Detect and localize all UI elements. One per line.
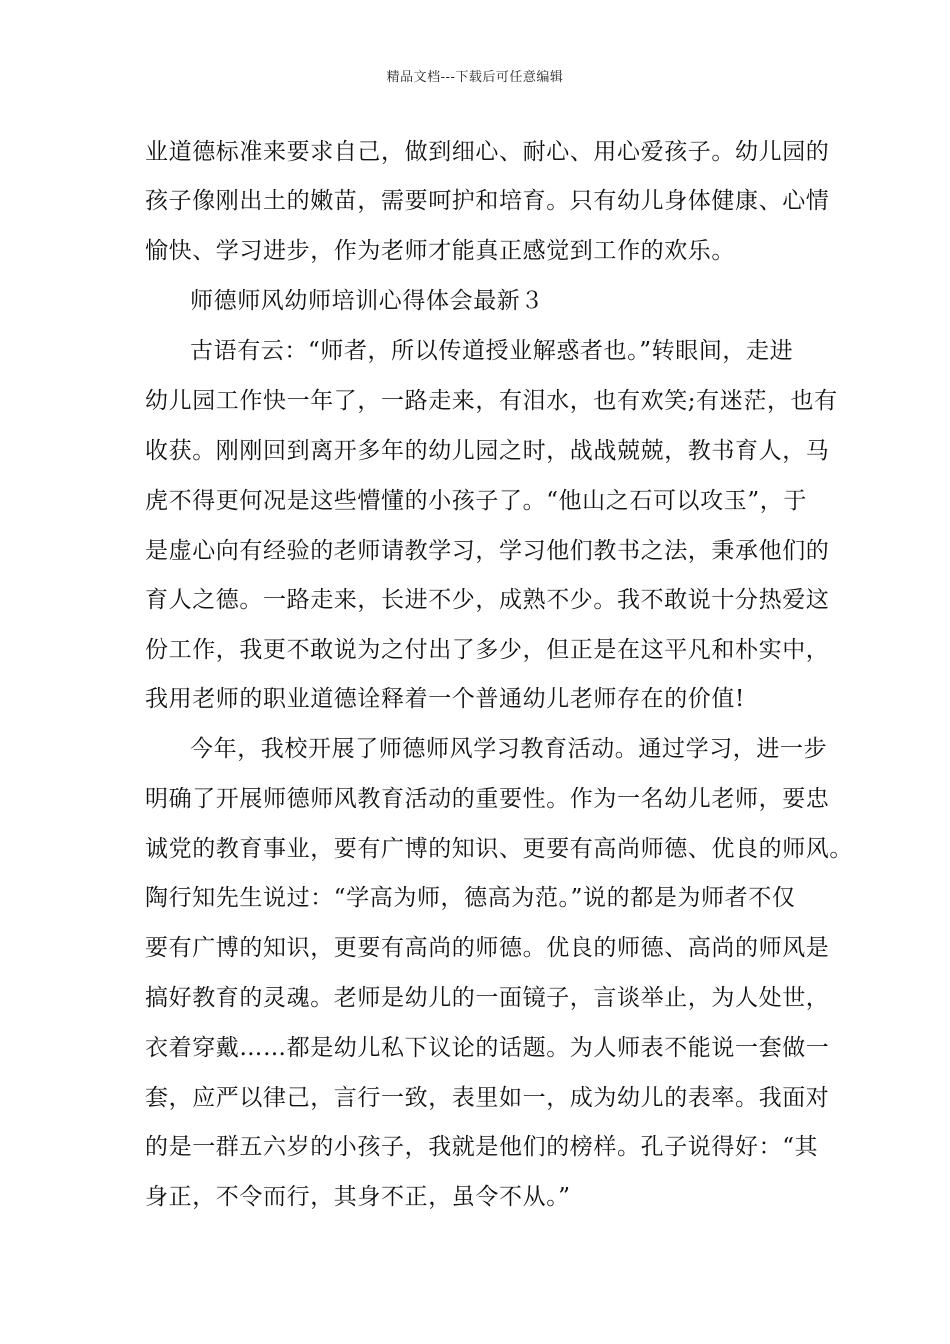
paragraph-line: 身正，不令而行，其身不正，虽令不从。” xyxy=(145,1184,571,1210)
paragraph-line: 愉快、学习进步，作为老师才能真正感觉到工作的欢乐。 xyxy=(145,238,735,264)
paragraph-line: 陶行知先生说过：“学高为师，德高为范。”说的都是为师者不仅 xyxy=(145,885,796,911)
paragraph-line: 幼儿园工作快一年了，一路走来，有泪水，也有欢笑;有迷茫，也有 xyxy=(145,388,838,414)
paragraph-line: 收获。刚刚回到离开多年的幼儿园之时，战战兢兢，教书育人，马 xyxy=(145,438,830,464)
paragraph-line: 育人之德。一路走来，长进不少，成熟不少。我不敢说十分热爱这 xyxy=(145,587,830,613)
paragraph-line: 要有广博的知识，更要有高尚的师德。优良的师德、高尚的师风是 xyxy=(145,935,830,961)
paragraph-line: 份工作，我更不敢说为之付出了多少，但正是在这平凡和朴实中， xyxy=(145,637,830,663)
page-header: 精品文档---下载后可任意编辑 xyxy=(386,70,564,85)
paragraph-line: 套，应严以律己，言行一致，表里如一，成为幼儿的表率。我面对 xyxy=(145,1085,830,1111)
paragraph-line: 虎不得更何况是这些懵懂的小孩子了。“他山之石可以攻玉”，于 xyxy=(145,488,807,514)
paragraph-line: 衣着穿戴……都是幼儿私下议论的话题。为人师表不能说一套做一 xyxy=(145,1035,830,1061)
paragraph-line: 今年，我校开展了师德师风学习教育活动。通过学习，进一步 xyxy=(190,736,828,762)
paragraph-line: 诚党的教育事业，要有广博的知识、更要有高尚师德、优良的师风。 xyxy=(145,836,853,862)
paragraph-line: 搞好教育的灵魂。老师是幼儿的一面镜子，言谈举止，为人处世， xyxy=(145,985,830,1011)
paragraph-line: 孩子像刚出土的嫩苗，需要呵护和培育。只有幼儿身体健康、心情 xyxy=(145,188,830,214)
paragraph-line: 的是一群五六岁的小孩子，我就是他们的榜样。孔子说得好：“其 xyxy=(145,1134,819,1160)
paragraph-line: 是虚心向有经验的老师请教学习，学习他们教书之法，秉承他们的 xyxy=(145,538,830,564)
section-heading: 师德师风幼师培训心得体会最新３ xyxy=(190,288,544,314)
paragraph-line: 明确了开展师德师风教育活动的重要性。作为一名幼儿老师，要忠 xyxy=(145,786,830,812)
paragraph-line: 我用老师的职业道德诠释着一个普通幼儿老师存在的价值! xyxy=(145,686,745,712)
paragraph-line: 古语有云：“师者，所以传道授业解惑者也。”转眼间，走进 xyxy=(190,338,794,364)
paragraph-line: 业道德标准来要求自己，做到细心、耐心、用心爱孩子。幼儿园的 xyxy=(145,139,830,165)
